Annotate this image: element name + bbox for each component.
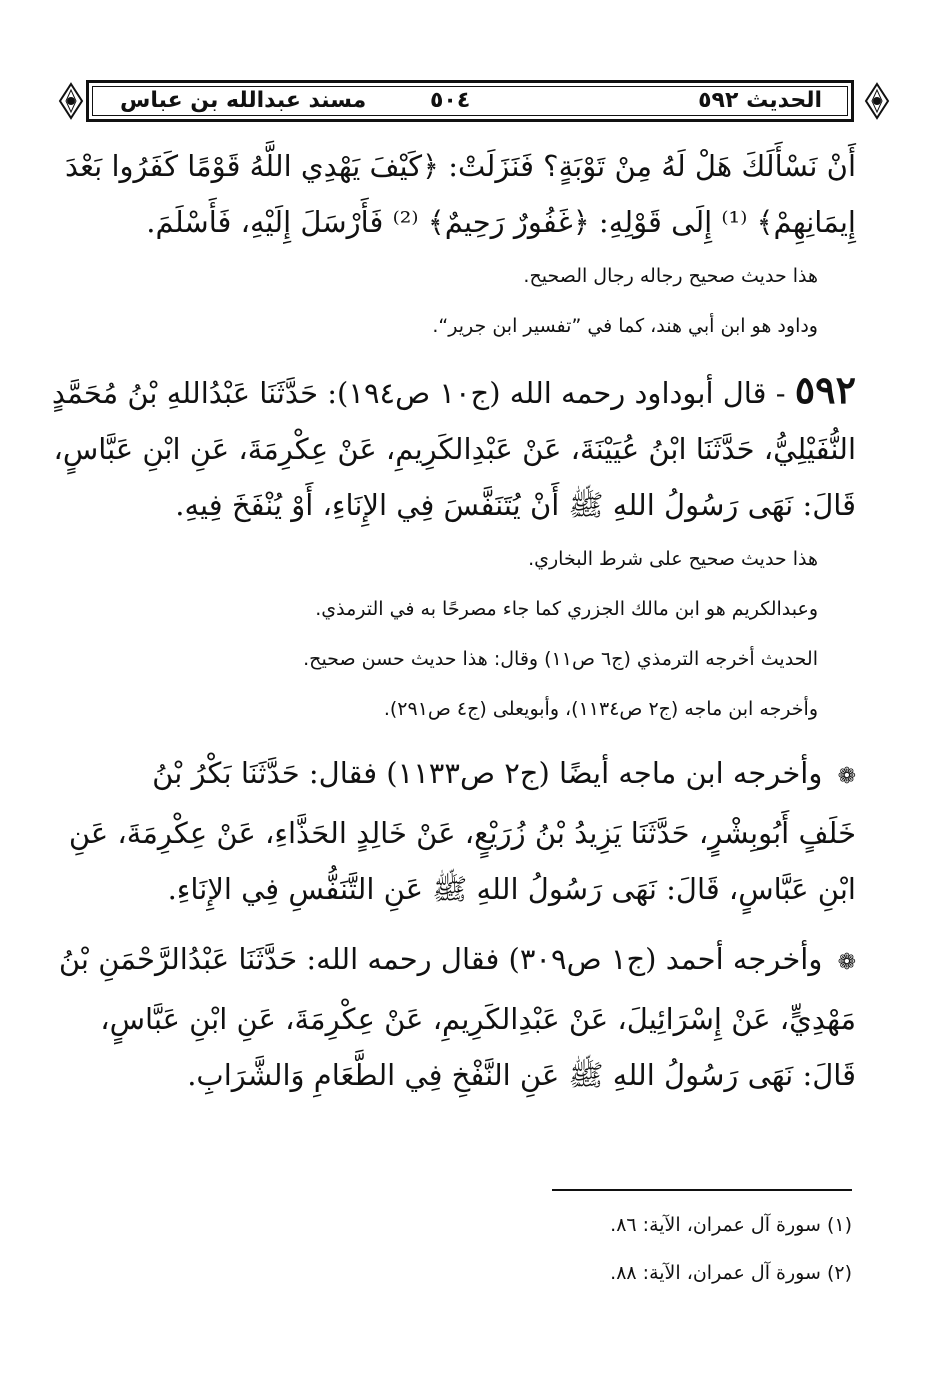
- hadith-text: قال أبوداود رحمه الله (ج١٠ ص١٩٤): حَدَّثَنَا عَبْدُاللهِ بْنُ مُحَمَّدٍ: [51, 376, 767, 410]
- text-line: قَالَ: نَهَى رَسُولُ اللهِ ﷺ عَنِ النَّفْخِ فِي الطَّعَامِ وَالشَّرَابِ.: [187, 1058, 856, 1092]
- text-line: ابْنِ عَبَّاسٍ، قَالَ: نَهَى رَسُولُ اللهِ ﷺ عَنِ التَّنَفُّسِ فِي الإِنَاءِ.: [167, 872, 856, 906]
- narration-line: [86, 745, 856, 805]
- footnote-divider: [552, 1189, 852, 1191]
- book-title: مسند عبدالله بن عباس: [120, 88, 367, 113]
- takhrij-note: وأخرجه ابن ماجه (ج٢ ص١١٣٤)، وأبويعلى (ج٤ ص٢٩١).: [383, 698, 818, 720]
- commentary-note: وداود هو ابن أبي هند، كما في ”تفسير ابن جرير“.: [432, 315, 818, 337]
- page-body: [51, 138, 856, 1103]
- text-line: أَنْ نَسْأَلَكَ هَلْ لَهُ مِنْ تَوْبَةٍ؟ فَنَزَلَتْ: ﴿كَيْفَ يَهْدِي اللَّهُ قَوْمًا كَفَرُوا بَعْدَ: [64, 149, 856, 183]
- text-line: إِيمَانِهِمْ﴾ ⁽¹⁾ إِلَى قَوْلِهِ: ﴿غَفُورٌ رَحِيمٌ﴾ ⁽²⁾ فَأَرْسَلَ إِلَيْهِ، فَأَسْلَمَ.: [146, 205, 856, 239]
- text-line: مَهْدِيٍّ، عَنْ إِسْرَائِيلَ، عَنْ عَبْدِالكَرِيمِ، عَنْ عِكْرِمَةَ، عَنِ ابْنِ عَبَّاسٍ،: [100, 1002, 856, 1036]
- hadith-label: الحديث ٥٩٢: [698, 88, 822, 113]
- text-line: خَلَفٍ أَبُوبِشْرٍ، حَدَّثَنَا يَزِيدُ بْنُ زُرَيْعٍ، عَنْ خَالِدٍ الحَذَّاءِ، عَنْ عِكْرِمَةَ، عَنِ: [68, 816, 856, 850]
- commentary-note: وعبدالكريم هو ابن مالك الجزري كما جاء مصرحًا به في الترمذي.: [315, 598, 818, 620]
- grading-note: هذا حديث صحيح على شرط البخاري.: [528, 548, 818, 570]
- footnote: (٢) سورة آل عمران، الآية: ٨٨.: [610, 1262, 852, 1284]
- narration-text: وأخرجه ابن ماجه أيضًا (ج٢ ص١١٣٣) فقال: حَدَّثَنَا بَكْرُ بْنُ: [152, 756, 823, 790]
- text-line: النُّفَيْلِيُّ، حَدَّثَنَا ابْنُ عُيَيْنَةَ، عَنْ عَبْدِالكَرِيمِ، عَنْ عِكْرِمَةَ، عَنِ ابْنِ عَبَّاسٍ،: [53, 432, 856, 466]
- grading-note: هذا حديث صحيح رجاله رجال الصحيح.: [523, 265, 818, 287]
- flower-icon: ❁: [837, 950, 856, 975]
- page-number: ٥٠٤: [430, 88, 471, 113]
- narration-text: وأخرجه أحمد (ج١ ص٣٠٩) فقال رحمه الله: حَدَّثَنَا عَبْدُالرَّحْمَنِ بْنُ: [58, 942, 823, 976]
- flower-icon: ❁: [837, 764, 856, 789]
- takhrij-note: الحديث أخرجه الترمذي (ج٦ ص١١) وقال: هذا حديث حسن صحيح.: [303, 648, 818, 670]
- hadith-number: ٥٩٢: [794, 367, 856, 412]
- footnote: (١) سورة آل عمران، الآية: ٨٦.: [610, 1214, 852, 1236]
- header-ornament-left-icon: [56, 82, 86, 120]
- narration-line: [58, 931, 856, 991]
- hadith-dash: -: [775, 376, 786, 410]
- text-line: قَالَ: نَهَى رَسُولُ اللهِ ﷺ أَنْ يُتَنَفَّسَ فِي الإِنَاءِ، أَوْ يُنْفَخَ فِيهِ.: [175, 488, 856, 522]
- hadith-heading-line: [51, 362, 856, 421]
- header-ornament-right-icon: [862, 82, 892, 120]
